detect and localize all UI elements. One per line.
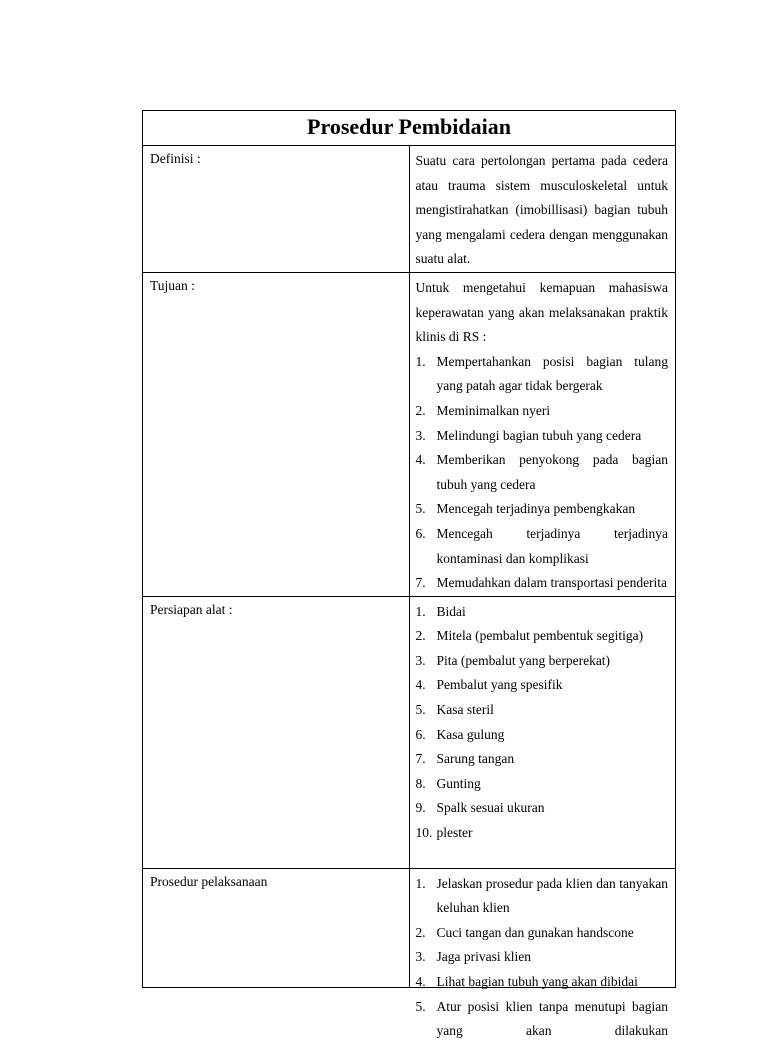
list-item-text: Atur posisi klien tanpa menutupi bagian yang akan dilakukan (436, 998, 668, 1039)
list-item-number: 9. (415, 800, 426, 816)
list-item-number: 8. (415, 775, 426, 791)
label-cell (143, 868, 410, 987)
list-item-text: Gunting (436, 775, 481, 791)
list-item-text: Mitela (pembalut pembentuk segitiga) (436, 628, 644, 644)
list-item (416, 600, 669, 625)
list-item (416, 522, 669, 571)
list-item (416, 624, 669, 649)
content-cell (409, 272, 676, 596)
document-title: Prosedur Pembidaian (307, 114, 511, 139)
label-cell (143, 146, 410, 273)
content-cell (409, 868, 676, 1039)
list-item (416, 796, 669, 821)
list-item-number: 10. (415, 825, 433, 841)
list-item-number: 7. (415, 751, 426, 767)
label-cell (143, 272, 410, 596)
prosedur-list (416, 872, 669, 1044)
list-item (416, 772, 669, 797)
list-item-text: Meminimalkan nyeri (436, 402, 551, 418)
list-item (416, 497, 669, 522)
persiapan-list (416, 600, 669, 846)
list-item (416, 571, 669, 596)
list-item (416, 872, 669, 921)
list-item-text: Mencegah terjadinya pembengkakan (436, 501, 636, 517)
list-item-number: 7. (415, 575, 426, 591)
list-item (416, 698, 669, 723)
list-item-text: Bidai (436, 603, 466, 619)
list-item-number: 6. (415, 726, 426, 742)
title-row (143, 111, 676, 146)
label-cell (143, 596, 410, 868)
list-item-text: Mempertahankan posisi bagian tulang yang patah agar tidak bergerak (436, 353, 668, 394)
list-item-text: Sarung tangan (436, 751, 515, 767)
list-item-text: Kasa gulung (436, 726, 505, 742)
list-item (416, 747, 669, 772)
list-item-number: 6. (415, 525, 426, 541)
list-item (416, 821, 669, 846)
prosedur-label: Prosedur pelaksanaan (150, 873, 268, 889)
row-prosedur-pelaksanaan (143, 868, 676, 987)
list-item-number: 5. (415, 501, 426, 517)
list-item (416, 970, 669, 995)
tujuan-label: Tujuan : (150, 277, 195, 293)
list-item-number: 3. (415, 949, 426, 965)
prosedur-clip (415, 872, 669, 1039)
list-item (416, 723, 669, 748)
list-item (416, 448, 669, 497)
list-item (416, 399, 669, 424)
procedure-table (142, 110, 676, 1039)
list-item-text: Spalk sesuai ukuran (436, 800, 545, 816)
list-item-text: Mencegah terjadinya terjadinya kontaminasi dan komplikasi (436, 525, 668, 566)
tujuan-list (416, 350, 669, 596)
list-item-number: 4. (415, 452, 426, 468)
list-item (416, 921, 669, 946)
content-cell (409, 596, 676, 868)
list-item (416, 995, 669, 1044)
list-item (416, 673, 669, 698)
list-item-text: Lihat bagian tubuh yang akan dibidai (436, 974, 638, 990)
list-item (416, 649, 669, 674)
list-item-number: 2. (415, 628, 426, 644)
list-item-text: Memudahkan dalam transportasi penderita (436, 575, 668, 591)
row-definisi (143, 146, 676, 273)
list-item (416, 424, 669, 449)
list-item-text: Kasa steril (436, 702, 494, 718)
list-item (416, 945, 669, 970)
list-item-text: Jelaskan prosedur pada klien dan tanyakan keluhan klien (436, 875, 668, 916)
list-item-text: Pita (pembalut yang berperekat) (436, 652, 611, 668)
list-item-text: Cuci tangan dan gunakan handscone (436, 924, 634, 940)
row-tujuan (143, 272, 676, 596)
list-item-number: 2. (415, 402, 426, 418)
list-item-text: Jaga privasi klien (436, 949, 531, 965)
list-item-text: Memberikan penyokong pada bagian tubuh yang cedera (436, 452, 668, 492)
list-item-number: 3. (415, 652, 426, 668)
list-item-number: 5. (415, 998, 426, 1014)
list-item-number: 3. (415, 427, 426, 443)
content-cell (409, 146, 676, 273)
list-item-number: 1. (415, 353, 426, 369)
list-item-number: 5. (415, 702, 426, 718)
list-item-number: 1. (415, 603, 426, 619)
list-item (416, 350, 669, 399)
definisi-text: Suatu cara pertolongan pertama pada cedera atau trauma sistem musculoskeletal untuk mengistirahatkan (imobillisasi) bagian tubuh yang mengalami cedera dengan menggunakan suatu alat. (415, 153, 668, 267)
list-item-text: Pembalut yang spesifik (436, 677, 563, 693)
list-item-number: 4. (415, 677, 426, 693)
tujuan-intro: Untuk mengetahui kemapuan mahasiswa keperawatan yang akan melaksanakan praktik klinis di RS : (415, 279, 668, 345)
list-item-text: Melindungi bagian tubuh yang cedera (436, 427, 642, 443)
list-item-number: 1. (415, 875, 426, 891)
title-cell (143, 111, 676, 146)
definisi-label: Definisi : (150, 151, 201, 166)
list-item-number: 4. (415, 974, 426, 990)
list-item-text: plester (436, 825, 473, 841)
row-persiapan-alat (143, 596, 676, 868)
list-item-number: 2. (415, 924, 426, 940)
persiapan-label: Persiapan alat : (150, 601, 233, 617)
